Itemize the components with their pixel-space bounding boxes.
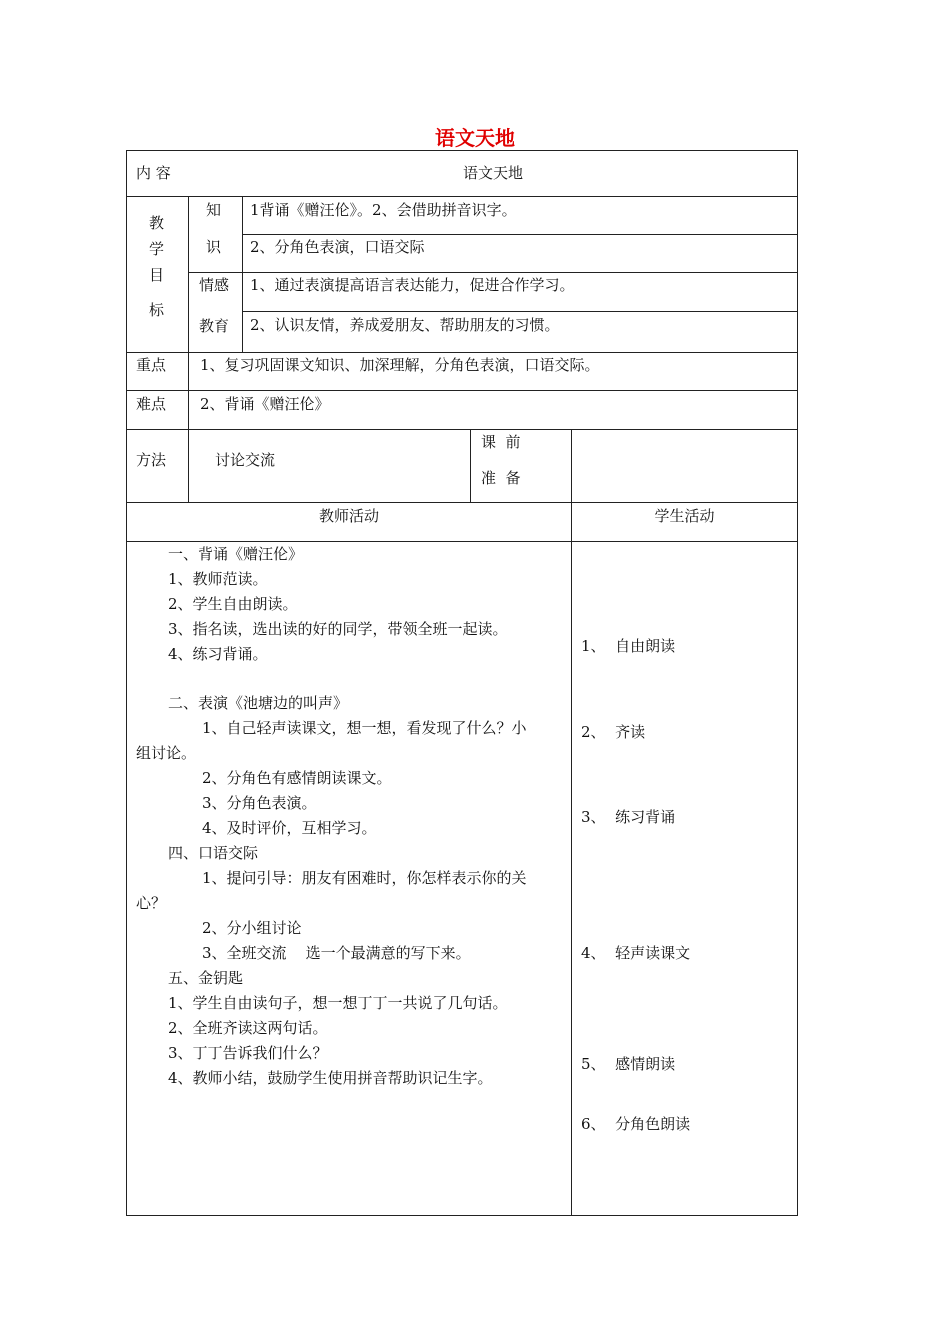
- knowledge-item: 1背诵《赠汪伦》。2、会借助拼音识字。: [250, 201, 517, 219]
- teacher-activity-line: 五、金钥匙: [168, 969, 244, 987]
- teacher-activity-line: 一、背诵《赠汪伦》: [168, 545, 304, 563]
- page-title: 语文天地: [435, 126, 515, 150]
- knowledge-label: 知: [206, 201, 222, 219]
- emotion-item: 1、通过表演提高语言表达能力，促进合作学习。: [250, 276, 575, 294]
- teacher-activity-line: 2、分小组讨论: [202, 919, 302, 937]
- student-activity-item: 2、 齐读: [581, 723, 646, 741]
- prep-label: 课 前: [481, 433, 521, 451]
- teacher-activity-line: 4、教师小结，鼓励学生使用拼音帮助识记生字。: [168, 1069, 493, 1087]
- teacher-activities-header: 教师活动: [318, 507, 379, 525]
- prep-label: 准 备: [481, 469, 521, 487]
- teacher-activity-line: 4、练习背诵。: [168, 645, 268, 663]
- teacher-activity-line: 2、学生自由朗读。: [168, 595, 298, 613]
- emotion-item: 2、认识友情，养成爱朋友、帮助朋友的习惯。: [250, 316, 560, 334]
- teacher-activity-line: 心？: [136, 894, 167, 912]
- objectives-label-char: 学: [149, 240, 165, 258]
- teacher-activity-line: 2、分角色有感情朗读课文。: [202, 769, 392, 787]
- student-activities-header: 学生活动: [654, 507, 715, 525]
- difficulty-value: 2、背诵《赠汪伦》: [200, 395, 330, 413]
- teacher-activity-line: 1、教师范读。: [168, 570, 268, 588]
- key-point-label: 重点: [136, 356, 167, 374]
- knowledge-label: 识: [206, 238, 222, 256]
- emotion-label: 教育: [199, 317, 230, 335]
- objectives-label-char: 目: [149, 266, 165, 284]
- content-value: 语文天地: [462, 164, 523, 182]
- teacher-activity-line: 1、提问引导：朋友有困难时，你怎样表示你的关: [202, 869, 527, 887]
- knowledge-item: 2、分角色表演，口语交际: [250, 238, 425, 256]
- method-value: 讨论交流: [215, 451, 276, 469]
- student-activity-item: 1、 自由朗读: [581, 637, 676, 655]
- teacher-activity-line: 3、丁丁告诉我们什么？: [168, 1044, 328, 1062]
- objectives-label-char: 教: [149, 214, 165, 232]
- teacher-activity-line: 3、全班交流 选一个最满意的写下来。: [202, 944, 471, 962]
- key-point-value: 1、复习巩固课文知识、加深理解，分角色表演，口语交际。: [200, 356, 600, 374]
- teacher-activity-line: 3、分角色表演。: [202, 794, 317, 812]
- student-activity-item: 3、 练习背诵: [581, 808, 676, 826]
- objectives-label-char: 标: [149, 301, 165, 319]
- method-label: 方法: [136, 451, 167, 469]
- teacher-activity-line: 4、及时评价，互相学习。: [202, 819, 377, 837]
- student-activity-item: 5、 感情朗读: [581, 1055, 676, 1073]
- teacher-activity-line: 组讨论。: [136, 744, 197, 762]
- teacher-activity-line: 2、全班齐读这两句话。: [168, 1019, 328, 1037]
- difficulty-label: 难点: [136, 395, 167, 413]
- content-label: 内 容: [136, 164, 171, 182]
- teacher-activity-line: 3、指名读，选出读的好的同学，带领全班一起读。: [168, 620, 508, 638]
- teacher-activity-line: 四、口语交际: [168, 844, 259, 862]
- teacher-activity-line: 1、学生自由读句子，想一想丁丁一共说了几句话。: [168, 994, 508, 1012]
- teacher-activity-line: 1、自己轻声读课文，想一想，看发现了什么？小: [202, 719, 527, 737]
- student-activity-item: 4、 轻声读课文: [581, 944, 691, 962]
- emotion-label: 情感: [199, 276, 230, 294]
- student-activity-item: 6、 分角色朗读: [581, 1115, 691, 1133]
- teacher-activity-line: 二、表演《池塘边的叫声》: [168, 694, 349, 712]
